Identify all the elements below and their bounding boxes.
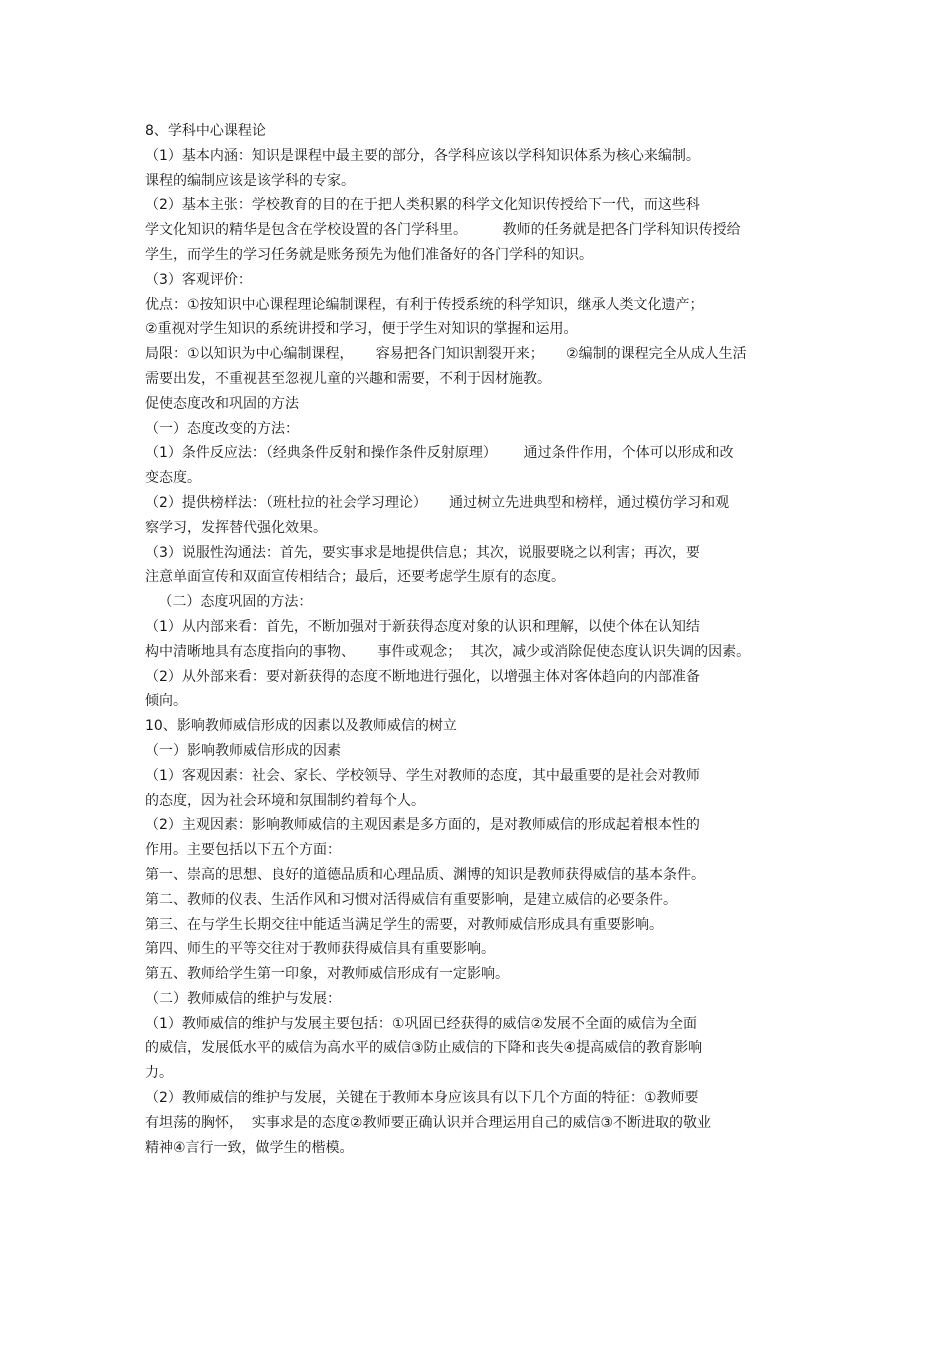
text-line: （1）基本内涵：知识是课程中最主要的部分，各学科应该以学科知识体系为核心来编制。 xyxy=(145,147,700,164)
text-line: 察学习，发挥替代强化效果。 xyxy=(145,519,327,536)
text-line: （2）基本主张：学校教育的目的在于把人类积累的科学文化知识传授给下一代，而这些科 xyxy=(145,197,700,214)
text-line: 构中清晰地具有态度指向的事物、 事件或观念； 其次，减少或消除促使态度认识失调的因素。 xyxy=(145,643,751,660)
text-line: 有坦荡的胸怀， 实事求是的态度②教师要正确认识并合理运用自己的威信③不断进取的敬业 xyxy=(145,1114,711,1131)
text-line: 优点：①按知识中心课程理论编制课程，有利于传授系统的科学知识，继承人类文化遗产； xyxy=(145,296,704,313)
text-line: 倾向。 xyxy=(145,693,187,710)
text-line: 第四、师生的平等交往对于教师获得威信具有重要影响。 xyxy=(145,941,495,958)
text-line: 第三、在与学生长期交往中能适当满足学生的需要，对教师威信形成具有重要影响。 xyxy=(145,916,663,933)
text-line: 注意单面宣传和双面宣传相结合；最后，还要考虑学生原有的态度。 xyxy=(145,569,565,586)
text-line: （1）教师威信的维护与发展主要包括：①巩固已经获得的威信②发展不全面的威信为全面 xyxy=(145,1015,698,1032)
heading-teacher-prestige: 10、影响教师威信形成的因素以及教师威信的树立 xyxy=(145,718,457,735)
text-line: 第二、教师的仪表、生活作风和习惯对活得威信有重要影响，是建立威信的必要条件。 xyxy=(145,891,677,908)
text-line: （2）提供榜样法：（班杜拉的社会学习理论） 通过树立先进典型和榜样，通过模仿学习和观 xyxy=(145,494,730,511)
text-line: （3）客观评价： xyxy=(145,271,252,288)
text-line: 第一、崇高的思想、良好的道德品质和心理品质、渊博的知识是教师获得威信的基本条件。 xyxy=(145,866,705,883)
text-line: 学生，而学生的学习任务就是账务预先为他们准备好的各门学科的知识。 xyxy=(145,246,593,263)
text-line: 的态度，因为社会环境和氛围制约着每个人。 xyxy=(145,792,425,809)
text-line: ②重视对学生知识的系统讲授和学习，便于学生对知识的掌握和运用。 xyxy=(145,321,578,338)
text-line: 局限：①以知识为中心编制课程， 容易把各门知识割裂开来； ②编制的课程完全从成人生活 xyxy=(145,346,747,363)
text-line: 作用。主要包括以下五个方面： xyxy=(145,842,341,859)
text-line: 变态度。 xyxy=(145,470,201,487)
text-line: （2）从外部来看：要对新获得的态度不断地进行强化，以增强主体对客体趋向的内部准备 xyxy=(145,668,700,685)
text-line: （3）说服性沟通法：首先，要实事求是地提供信息；其次，说服要晓之以利害；再次，要 xyxy=(145,544,700,561)
text-line: 的威信，发展低水平的威信为高水平的威信③防止威信的下降和丧失④提高威信的教育影响 xyxy=(145,1040,703,1057)
text-line: （二）教师威信的维护与发展： xyxy=(145,990,341,1007)
text-line: （2）主观因素：影响教师威信的主观因素是多方面的，是对教师威信的形成起着根本性的 xyxy=(145,817,700,834)
text-line: 力。 xyxy=(145,1065,173,1082)
text-line: （2）教师威信的维护与发展，关键在于教师本身应该具有以下几个方面的特征：①教师要 xyxy=(145,1090,699,1107)
text-line: （1）条件反应法：（经典条件反射和操作条件反射原理） 通过条件作用，个体可以形成和改 xyxy=(145,445,734,462)
document-body xyxy=(145,119,795,1160)
text-line: （1）客观因素：社会、家长、学校领导、学生对教师的态度，其中最重要的是社会对教师 xyxy=(145,767,700,784)
text-line: （二）态度巩固的方法： xyxy=(145,594,313,611)
text-line: 课程的编制应该是该学科的专家。 xyxy=(145,172,355,189)
heading-subject-centered-curriculum: 8、学科中心课程论 xyxy=(145,123,266,139)
heading-attitude-methods: 促使态度改和巩固的方法 xyxy=(145,395,299,412)
text-line: 精神④言行一致，做学生的楷模。 xyxy=(145,1139,354,1156)
text-line: （1）从内部来看：首先，不断加强对于新获得态度对象的认识和理解，以使个体在认知结 xyxy=(145,618,700,635)
text-line: （一）态度改变的方法： xyxy=(145,420,299,437)
text-line: （一）影响教师威信形成的因素 xyxy=(145,742,341,759)
text-line: 学文化知识的精华是包含在学校设置的各门学科里。 教师的任务就是把各门学科知识传授给 xyxy=(145,222,741,239)
text-line: 需要出发，不重视甚至忽视儿童的兴趣和需要，不利于因材施教。 xyxy=(145,370,551,387)
text-line: 第五、教师给学生第一印象，对教师威信形成有一定影响。 xyxy=(145,966,509,983)
